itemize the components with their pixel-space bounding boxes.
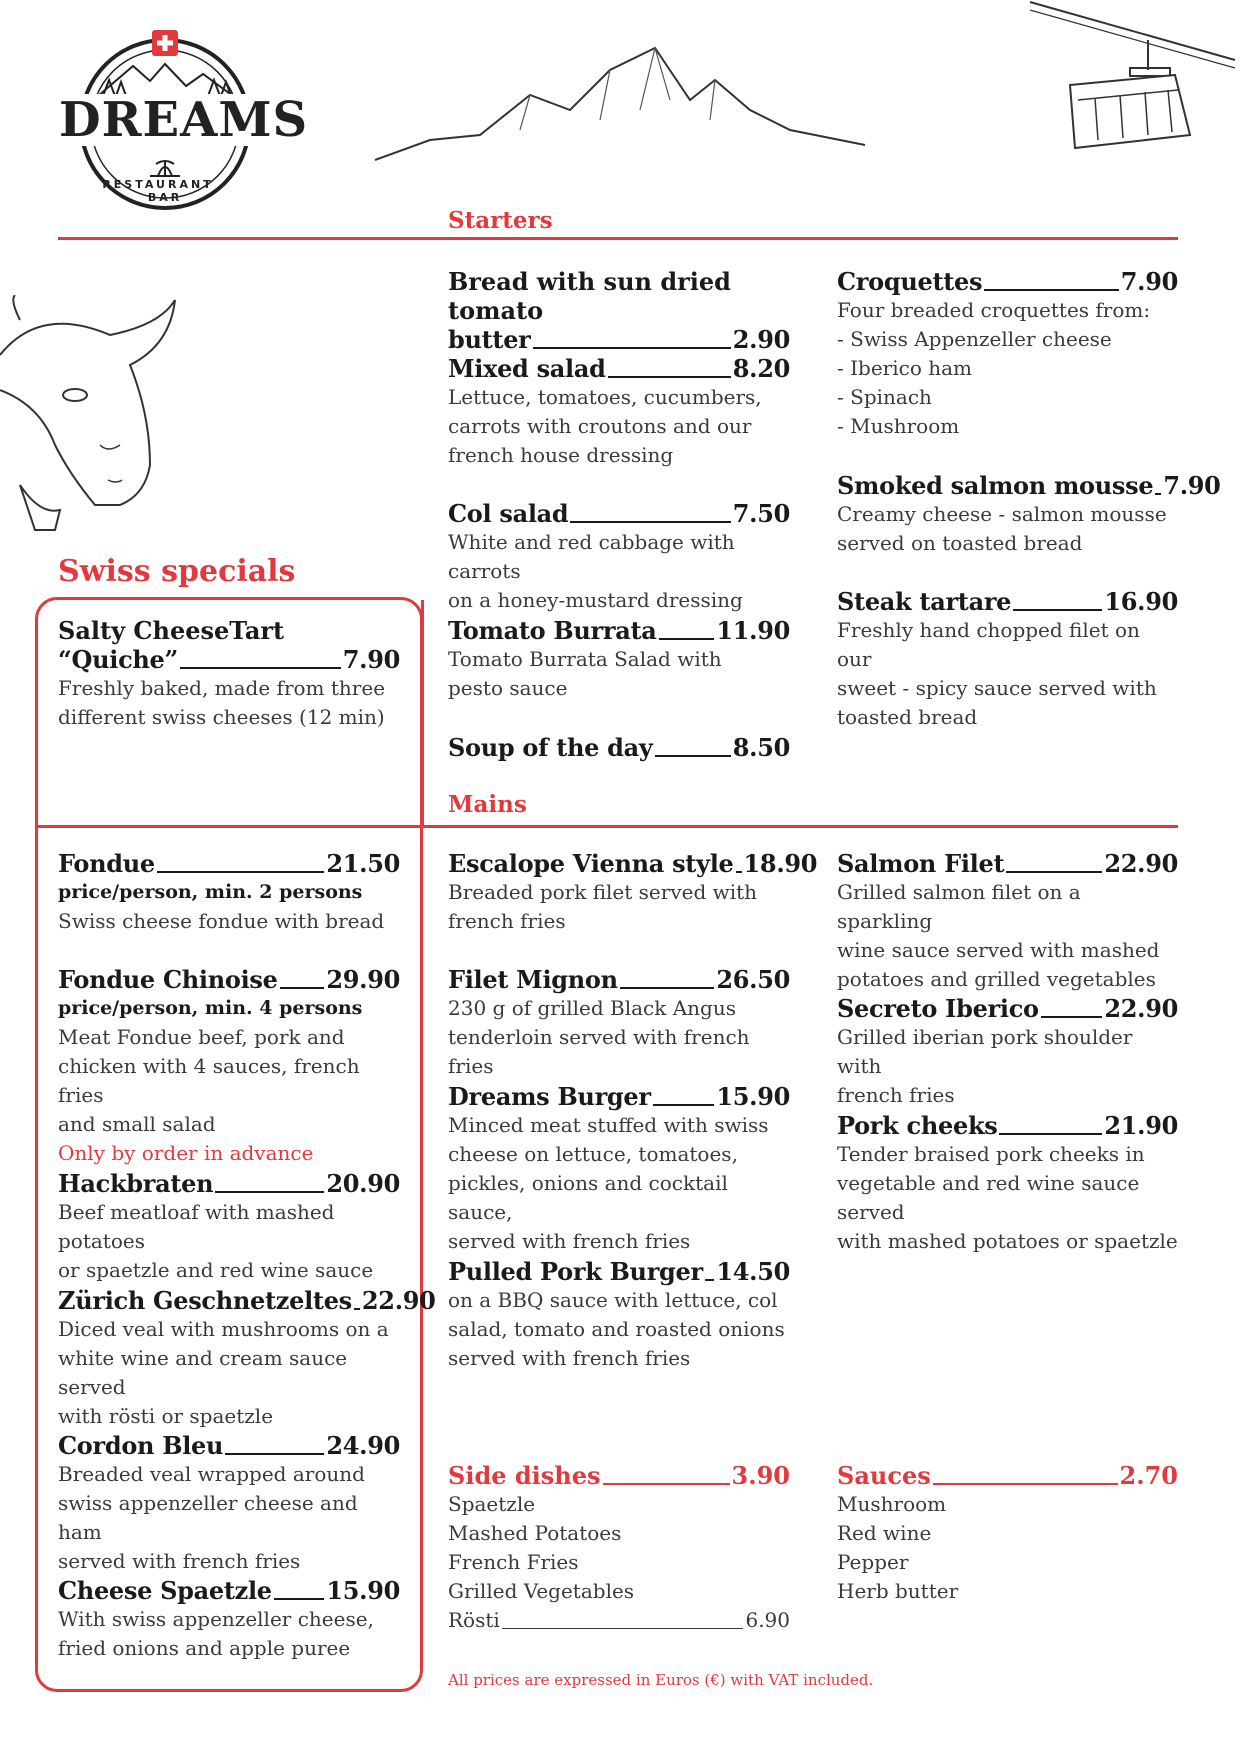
item-name: Salmon Filet (837, 849, 1005, 878)
item-price: 26.50 (716, 965, 790, 994)
cable-car-illustration (1020, 0, 1241, 160)
item-name: Cheese Spaetzle (58, 1576, 272, 1605)
swiss-specials-divider (35, 825, 423, 828)
item-name: Steak tartare (837, 587, 1012, 616)
side-dish-item: Spaetzle (448, 1492, 536, 1516)
item-name: Tomato Burrata (448, 616, 657, 645)
menu-item-cordon-bleu (58, 1431, 400, 1576)
item-description: Swiss cheese fondue with bread (58, 909, 385, 933)
side-dish-item: Mashed Potatoes (448, 1521, 622, 1545)
item-description: Meat Fondue beef, pork and chicken with 4 sauces, french fries and small salad (58, 1025, 360, 1136)
item-description: Minced meat stuffed with swiss cheese on lettuce, tomatoes, pickles, onions and cocktail sauce, served with french fries (448, 1113, 769, 1253)
item-description: White and red cabbage with carrots on a honey-mustard dressing (448, 530, 743, 612)
advance-order-notice: Only by order in advance (58, 1141, 314, 1165)
menu-item-mixed-salad (448, 354, 790, 470)
side-dish-rosti: Rösti (448, 1608, 500, 1632)
item-description: Grilled iberian pork shoulder with french fries (837, 1025, 1133, 1107)
item-name: butter (448, 325, 531, 354)
item-name: Dreams Burger (448, 1082, 651, 1111)
item-price: 8.50 (732, 733, 790, 762)
mains-heading: Mains (448, 791, 527, 818)
item-note: price/person, min. 2 persons (58, 881, 363, 903)
mountains-illustration (370, 40, 870, 170)
sauce-item: Pepper (837, 1550, 909, 1574)
item-price: 16.90 (1104, 587, 1178, 616)
menu-item-cheese-spaetzle (58, 1576, 400, 1663)
item-description: Diced veal with mushrooms on a white wine and cream sauce served with rösti or spaetzle (58, 1317, 389, 1428)
item-description: With swiss appenzeller cheese, fried onions and apple puree (58, 1607, 374, 1660)
item-name: Bread with sun dried tomato (448, 267, 731, 325)
item-description: 230 g of grilled Black Angus tenderloin served with french fries (448, 996, 750, 1078)
item-price: 14.50 (716, 1257, 790, 1286)
sauces (837, 1461, 1178, 1606)
menu-item-tomato-burrata (448, 616, 790, 703)
menu-item-secreto-iberico (837, 994, 1178, 1110)
item-description: Beef meatloaf with mashed potatoes or spaetzle and red wine sauce (58, 1200, 374, 1282)
item-description: Four breaded croquettes from: - Swiss Appenzeller cheese - Iberico ham - Spinach - Mushroom (837, 298, 1151, 438)
item-price: 21.90 (1104, 1111, 1178, 1140)
item-price: 15.90 (716, 1082, 790, 1111)
menu-item-pork-cheeks (837, 1111, 1178, 1256)
item-description: Lettuce, tomatoes, cucumbers, carrots with croutons and our french house dressing (448, 385, 762, 467)
menu-item-escalope (448, 849, 818, 936)
sauce-item: Herb butter (837, 1579, 959, 1603)
starters-rule (58, 237, 1178, 240)
menu-item-col-salad (448, 499, 790, 615)
item-price: 20.90 (326, 1169, 400, 1198)
item-price: 22.90 (1104, 994, 1178, 1023)
menu-item-pulled-pork (448, 1257, 790, 1373)
swiss-specials-heading: Swiss specials (58, 554, 296, 589)
item-description: Tomato Burrata Salad with pesto sauce (448, 647, 722, 700)
item-price: 7.50 (732, 499, 790, 528)
item-name: Fondue (58, 849, 155, 878)
item-name: Fondue Chinoise (58, 965, 278, 994)
item-price: 11.90 (716, 616, 790, 645)
item-name: “Quiche” (58, 645, 179, 674)
menu-item-soup (448, 733, 790, 762)
item-description: on a BBQ sauce with lettuce, col salad, tomato and roasted onions served with french fries (448, 1288, 785, 1370)
sauces-title: Sauces (837, 1461, 931, 1490)
item-description: Freshly baked, made from three different swiss cheeses (12 min) (58, 676, 386, 729)
item-price: 7.90 (1163, 471, 1221, 500)
item-price: 2.90 (732, 325, 790, 354)
item-description: Freshly hand chopped filet on our sweet - spicy sauce served with toasted bread (837, 618, 1157, 729)
item-description: Grilled salmon filet on a sparkling wine sauce served with mashed potatoes and grilled vegetables (837, 880, 1160, 991)
item-name: Croquettes (837, 267, 983, 296)
side-dishes (448, 1461, 790, 1635)
item-name: Escalope Vienna style (448, 849, 734, 878)
menu-item-fondue-chinoise (58, 965, 400, 1168)
item-name: Filet Mignon (448, 965, 618, 994)
item-name: Soup of the day (448, 733, 653, 762)
item-description: Breaded pork filet served with french fries (448, 880, 758, 933)
menu-item-dreams-burger (448, 1082, 790, 1256)
side-dish-item: Grilled Vegetables (448, 1579, 635, 1603)
menu-item-fondue (58, 849, 400, 936)
item-description: Creamy cheese - salmon mousse served on toasted bread (837, 502, 1167, 555)
item-price: 24.90 (326, 1431, 400, 1460)
side-dishes-price: 3.90 (731, 1461, 790, 1490)
menu-item-filet-mignon (448, 965, 790, 1081)
item-price: 22.90 (361, 1286, 436, 1315)
side-dish-rosti-price: 6.90 (745, 1608, 790, 1632)
sauce-item: Red wine (837, 1521, 932, 1545)
item-name: Col salad (448, 499, 569, 528)
mains-rule (423, 825, 1178, 828)
vertical-divider (421, 600, 424, 828)
item-price: 18.90 (743, 849, 818, 878)
menu-item-zurich (58, 1286, 436, 1431)
side-dish-item: French Fries (448, 1550, 579, 1574)
menu-item-hackbraten (58, 1169, 400, 1285)
menu-item-salmon-filet (837, 849, 1178, 994)
item-name: Smoked salmon mousse (837, 471, 1154, 500)
item-name: Secreto Iberico (837, 994, 1039, 1023)
item-name: Hackbraten (58, 1169, 214, 1198)
item-price: 15.90 (326, 1576, 400, 1605)
item-price: 29.90 (326, 965, 400, 994)
item-name: Mixed salad (448, 354, 606, 383)
menu-item-steak-tartare (837, 587, 1178, 732)
starters-heading: Starters (448, 207, 553, 234)
item-price: 7.90 (1120, 267, 1178, 296)
menu-item-quiche (58, 616, 400, 732)
item-name: Pulled Pork Burger (448, 1257, 703, 1286)
item-name: Zürich Geschnetzeltes (58, 1286, 352, 1315)
logo-subtitle: RESTAURANT · BAR (102, 178, 228, 204)
sauce-item: Mushroom (837, 1492, 947, 1516)
item-name: Cordon Bleu (58, 1431, 224, 1460)
item-price: 7.90 (342, 645, 400, 674)
logo-wordmark: DREAMS (59, 92, 309, 148)
item-name: Pork cheeks (837, 1111, 998, 1140)
item-note: price/person, min. 4 persons (58, 997, 363, 1019)
cow-illustration (0, 295, 180, 535)
side-dishes-title: Side dishes (448, 1461, 601, 1490)
menu-item-bread (448, 267, 790, 354)
menu-item-salmon-mousse (837, 471, 1221, 558)
sauces-price: 2.70 (1119, 1461, 1178, 1490)
item-price: 8.20 (732, 354, 790, 383)
price-footnote: All prices are expressed in Euros (€) with VAT included. (448, 1671, 874, 1689)
item-price: 22.90 (1104, 849, 1178, 878)
item-name: Salty CheeseTart (58, 616, 285, 645)
item-price: 21.50 (326, 849, 400, 878)
menu-item-croquettes (837, 267, 1178, 441)
item-description: Tender braised pork cheeks in vegetable and red wine sauce served with mashed potatoes or spaetzle (837, 1142, 1178, 1253)
item-description: Breaded veal wrapped around swiss appenzeller cheese and ham served with french fries (58, 1462, 365, 1573)
